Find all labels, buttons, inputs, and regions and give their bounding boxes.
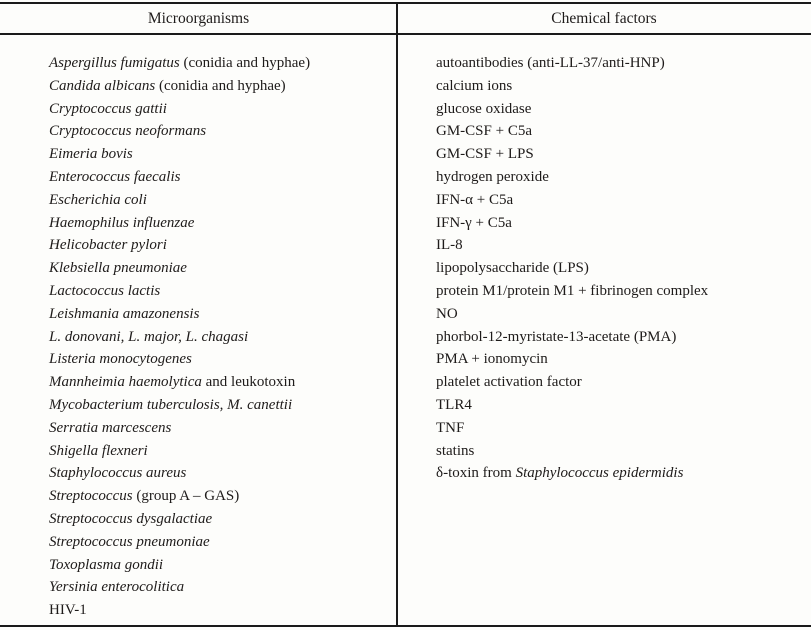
species-name: Eimeria bovis (49, 146, 133, 163)
species-name: Shigella flexneri (49, 442, 148, 459)
column-header-microorganisms: Microorganisms (147, 9, 250, 27)
table-row (0, 166, 811, 189)
microorganism-cell (0, 143, 397, 166)
species-name: Haemophilus influenzae (49, 214, 195, 231)
chemical-factor-cell (397, 120, 811, 143)
chemical-factor-cell (397, 303, 811, 326)
table-header-row (0, 4, 811, 35)
microorganism-cell (0, 576, 397, 599)
chemical-factor-cell (397, 371, 811, 394)
species-name: Candida albicans (49, 77, 156, 94)
table-row (0, 371, 811, 394)
chemical-factor-cell (397, 440, 811, 463)
chemical-factor-cell (397, 143, 811, 166)
microorganism-cell (0, 326, 397, 349)
table-row (0, 576, 811, 599)
species-name: Listeria monocytogenes (49, 351, 192, 368)
text-segment: and leukotoxin (201, 374, 296, 391)
chemical-factor-cell (397, 462, 811, 485)
microorganism-cell (0, 257, 397, 280)
chemical-factor-cell (397, 189, 811, 212)
microorganism-cell (0, 303, 397, 326)
table-row (0, 75, 811, 98)
chemical-factor-cell (397, 576, 811, 599)
table-row (0, 189, 811, 212)
chemical-factor-cell (397, 348, 811, 371)
table-row (0, 462, 811, 485)
text-segment: calcium ions (436, 77, 513, 94)
microorganism-cell (0, 417, 397, 440)
microorganism-cell (0, 52, 397, 75)
text-segment: IFN-γ + C5a (436, 214, 512, 231)
table-row (0, 257, 811, 280)
column-divider (396, 4, 398, 625)
table-row (0, 303, 811, 326)
species-name: Streptococcus pneumoniae (49, 533, 210, 550)
microorganism-cell (0, 120, 397, 143)
table-row (0, 234, 811, 257)
text-segment: PMA + ionomycin (436, 351, 548, 368)
species-name: Staphylococcus aureus (49, 465, 187, 482)
text-segment: (group A – GAS) (132, 488, 240, 505)
microorganism-cell (0, 599, 397, 622)
microorganism-cell (0, 189, 397, 212)
table-row (0, 531, 811, 554)
text-segment: δ-toxin from (436, 465, 516, 482)
microorganism-cell (0, 166, 397, 189)
chemical-factor-cell (397, 485, 811, 508)
species-name: Cryptococcus neoformans (49, 123, 207, 140)
text-segment: NO (436, 305, 458, 322)
table-row (0, 143, 811, 166)
table-row (0, 120, 811, 143)
chemical-factor-cell (397, 52, 811, 75)
text-segment: phorbol-12-myristate-13-acetate (PMA) (436, 328, 677, 345)
text-segment: IFN-α + C5a (436, 191, 514, 208)
column-header-chemical-factors: Chemical factors (551, 9, 657, 27)
text-segment: platelet activation factor (436, 374, 582, 391)
species-name: L. donovani, L. major, L. chagasi (49, 328, 249, 345)
chemical-factor-cell (397, 394, 811, 417)
microorganism-cell (0, 531, 397, 554)
table-row (0, 417, 811, 440)
microorganism-cell (0, 554, 397, 577)
chemical-factor-cell (397, 75, 811, 98)
table-body (0, 35, 811, 622)
table-row (0, 326, 811, 349)
table-row (0, 554, 811, 577)
microorganism-cell (0, 234, 397, 257)
table-row (0, 52, 811, 75)
chemical-factor-cell (397, 417, 811, 440)
text-segment: (conidia and hyphae) (155, 77, 286, 94)
chemical-factor-cell (397, 257, 811, 280)
species-name: Escherichia coli (49, 191, 147, 208)
microorganism-cell (0, 508, 397, 531)
chemical-factor-cell (397, 531, 811, 554)
microorganism-cell (0, 394, 397, 417)
species-name: Streptococcus (49, 488, 133, 505)
text-segment: autoantibodies (anti-LL-37/anti-HNP) (436, 55, 665, 71)
text-segment: (conidia and hyphae) (179, 55, 311, 71)
text-segment: TLR4 (436, 396, 472, 413)
table-row (0, 280, 811, 303)
species-name: Streptococcus dysgalactiae (49, 510, 213, 527)
species-name: Serratia marcescens (49, 419, 172, 436)
species-name: Leishmania amazonensis (49, 305, 200, 322)
text-segment: IL-8 (436, 237, 463, 254)
microorganism-cell (0, 462, 397, 485)
table-row (0, 98, 811, 121)
species-name: Enterococcus faecalis (49, 168, 181, 185)
microorganism-cell (0, 98, 397, 121)
species-name: Mycobacterium tuberculosis, M. canettii (49, 396, 293, 413)
table-row (0, 508, 811, 531)
table-row (0, 599, 811, 622)
chemical-factor-cell (397, 554, 811, 577)
microorganism-cell (0, 75, 397, 98)
text-segment: statins (436, 442, 475, 459)
chemical-factor-cell (397, 508, 811, 531)
species-name: Mannheimia haemolytica (49, 374, 202, 391)
table-row (0, 485, 811, 508)
species-name: Klebsiella pneumoniae (49, 260, 187, 277)
microorganism-cell (0, 280, 397, 303)
species-name: Staphylococcus epidermidis (515, 465, 684, 482)
table-row (0, 394, 811, 417)
table-row (0, 348, 811, 371)
text-segment: glucose oxidase (436, 100, 532, 117)
chemical-factor-cell (397, 234, 811, 257)
microorganisms-chemical-factors-table (0, 2, 811, 627)
text-segment: hydrogen peroxide (436, 168, 549, 185)
text-segment: GM-CSF + C5a (436, 123, 532, 140)
table-row (0, 440, 811, 463)
microorganism-cell (0, 440, 397, 463)
chemical-factor-cell (397, 599, 811, 622)
text-segment: TNF (436, 419, 465, 436)
microorganism-cell (0, 212, 397, 235)
microorganism-cell (0, 485, 397, 508)
chemical-factor-cell (397, 280, 811, 303)
text-segment: protein M1/protein M1 + fibrinogen complex (436, 282, 709, 299)
species-name: Cryptococcus gattii (49, 100, 167, 117)
chemical-factor-cell (397, 326, 811, 349)
chemical-factor-cell (397, 212, 811, 235)
microorganism-cell (0, 371, 397, 394)
species-name: Yersinia enterocolitica (49, 579, 185, 596)
text-segment: GM-CSF + LPS (436, 146, 534, 163)
species-name: Lactococcus lactis (49, 282, 161, 299)
table-row (0, 212, 811, 235)
chemical-factor-cell (397, 166, 811, 189)
chemical-factor-cell (397, 98, 811, 121)
species-name: Aspergillus fumigatus (49, 55, 180, 71)
species-name: Helicobacter pylori (49, 237, 167, 254)
microorganism-cell (0, 348, 397, 371)
text-segment: HIV-1 (49, 602, 87, 619)
species-name: Toxoplasma gondii (49, 556, 164, 573)
text-segment: lipopolysaccharide (LPS) (436, 260, 589, 277)
